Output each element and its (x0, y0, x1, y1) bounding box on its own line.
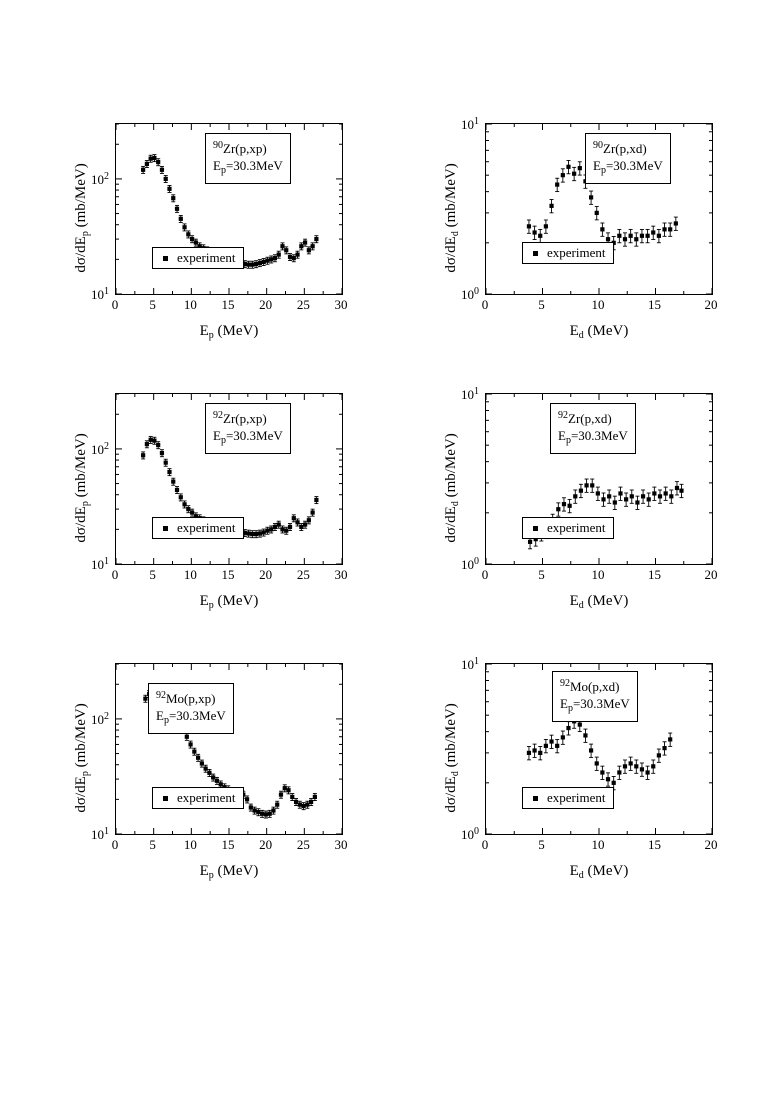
x-tick-label: 30 (334, 297, 348, 312)
x-tick-label: 10 (591, 567, 605, 582)
chart-panel-5 (400, 645, 740, 895)
chart-panel-0 (30, 105, 370, 355)
x-tick-label: 10 (183, 567, 197, 582)
x-tick-label: 0 (111, 837, 119, 852)
chart-panel-2 (30, 375, 370, 625)
y-axis-label-5: $d\sigma/dE_d$ (mb/MeV) (443, 703, 461, 813)
x-tick-label: 0 (111, 297, 119, 312)
y-tick-label: $10^0$ (461, 826, 479, 842)
legend-2 (152, 517, 244, 539)
x-axis-label-4: $E_p$ (MeV) (199, 863, 259, 881)
y-axis-label-1: $d\sigma/dE_d$ (mb/MeV) (443, 163, 461, 273)
x-tick-label: 15 (221, 837, 235, 852)
y-tick-label: $10^1$ (461, 656, 479, 672)
legend-3 (522, 517, 614, 539)
y-tick-label: $10^1$ (91, 826, 109, 842)
x-axis-label-5: $E_d$ (MeV) (569, 863, 629, 881)
panel-annotation-0: $^{90}$Zr(p,xp) $E_p=30.3MeV$ (205, 133, 291, 184)
legend-5 (522, 787, 614, 809)
x-axis-label-0: $E_p$ (MeV) (199, 323, 259, 341)
legend-marker-icon (163, 256, 168, 261)
x-tick-label: 10 (591, 837, 605, 852)
legend-marker-icon (163, 526, 168, 531)
legend-marker-icon (533, 251, 538, 256)
x-tick-label: 15 (221, 297, 235, 312)
x-tick-label: 5 (149, 297, 156, 312)
x-tick-label: 5 (538, 837, 545, 852)
y-tick-label: $10^2$ (91, 440, 109, 457)
x-axis-label-1: $E_d$ (MeV) (569, 323, 629, 341)
legend-label-2: experiment (177, 520, 236, 535)
panel-annotation-2: $^{92}$Zr(p,xp) $E_p=30.3MeV$ (205, 403, 291, 454)
y-axis-label-3: $d\sigma/dE_d$ (mb/MeV) (443, 433, 461, 543)
x-tick-label: 20 (259, 297, 273, 312)
x-axis-label-2: $E_p$ (MeV) (199, 593, 259, 611)
y-tick-label: $10^1$ (91, 286, 109, 302)
chart-panel-1 (400, 105, 740, 355)
x-tick-label: 0 (481, 837, 489, 852)
x-tick-label: 0 (481, 567, 489, 582)
x-tick-label: 30 (334, 567, 348, 582)
y-tick-label: $10^0$ (461, 556, 479, 572)
x-tick-label: 20 (259, 567, 273, 582)
x-tick-label: 25 (296, 297, 310, 312)
legend-label-5: experiment (547, 790, 606, 805)
legend-label-4: experiment (177, 790, 236, 805)
x-tick-label: 30 (334, 837, 348, 852)
x-tick-label: 5 (149, 837, 156, 852)
x-tick-label: 20 (704, 567, 718, 582)
x-tick-label: 10 (183, 297, 197, 312)
legend-marker-icon (533, 526, 538, 531)
x-tick-label: 15 (648, 297, 661, 312)
x-tick-label: 20 (259, 837, 273, 852)
y-axis-label-0: $d\sigma/dE_p$ (mb/MeV) (73, 163, 91, 273)
x-tick-label: 0 (111, 567, 119, 582)
chart-panel-3 (400, 375, 740, 625)
legend-1 (522, 242, 614, 264)
y-axis-label-4: $d\sigma/dE_p$ (mb/MeV) (73, 703, 91, 813)
chart-panel-4 (30, 645, 370, 895)
y-tick-label: $10^0$ (461, 286, 479, 302)
legend-label-0: experiment (177, 250, 236, 265)
legend-marker-icon (533, 796, 538, 801)
x-tick-label: 20 (704, 297, 718, 312)
panel-annotation-1: $^{90}$Zr(p,xd) $E_p=30.3MeV$ (585, 133, 671, 184)
legend-label-1: experiment (547, 245, 606, 260)
x-tick-label: 5 (538, 567, 545, 582)
y-tick-label: $10^1$ (91, 556, 109, 572)
x-tick-label: 20 (704, 837, 718, 852)
legend-marker-icon (163, 796, 168, 801)
x-tick-label: 25 (296, 837, 310, 852)
x-tick-label: 15 (648, 567, 661, 582)
legend-0 (152, 247, 244, 269)
y-axis-label-2: $d\sigma/dE_p$ (mb/MeV) (73, 433, 91, 543)
x-tick-label: 5 (149, 567, 156, 582)
x-tick-label: 5 (538, 297, 545, 312)
legend-4 (152, 787, 244, 809)
x-axis-label-3: $E_d$ (MeV) (569, 593, 629, 611)
x-tick-label: 10 (183, 837, 197, 852)
legend-label-3: experiment (547, 520, 606, 535)
x-tick-label: 10 (591, 297, 605, 312)
y-tick-label: $10^1$ (461, 116, 479, 132)
panel-annotation-4: $^{92}$Mo(p,xp) $E_p=30.3MeV$ (148, 683, 234, 734)
y-tick-label: $10^2$ (91, 170, 109, 187)
x-tick-label: 15 (648, 837, 661, 852)
y-tick-label: $10^2$ (91, 710, 109, 727)
x-tick-label: 25 (296, 567, 310, 582)
panel-annotation-5: $^{92}$Mo(p,xd) $E_p=30.3MeV$ (552, 671, 638, 722)
x-tick-label: 15 (221, 567, 235, 582)
y-tick-label: $10^1$ (461, 386, 479, 402)
x-tick-label: 0 (481, 297, 489, 312)
panel-annotation-3: $^{92}$Zr(p,xd) $E_p=30.3MeV$ (550, 403, 636, 454)
